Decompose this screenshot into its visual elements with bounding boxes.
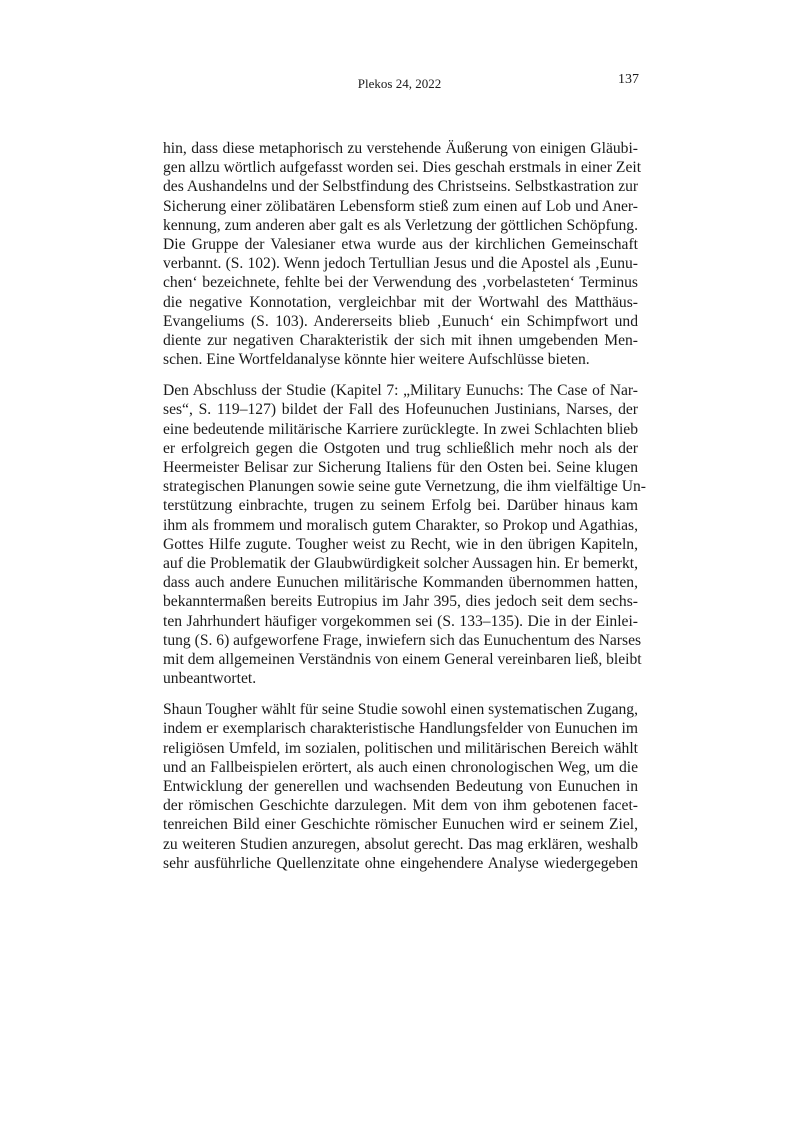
text-line: Evangeliums (S. 103). Andererseits blieb ‚Eunuch‘ ein Schimpfwort und xyxy=(163,312,638,330)
text-line: auf die Problematik der Glaubwürdigkeit solcher Aussagen hin. Er bemerkt, xyxy=(163,554,638,572)
paragraph xyxy=(163,381,646,688)
text-line: chen‘ bezeichnete, fehlte bei der Verwendung des ‚vorbelasteten‘ Terminus xyxy=(163,274,638,292)
text-line: der römischen Geschichte darzulegen. Mit dem von ihm gebotenen facet- xyxy=(163,797,638,815)
text-line: terstützung einbrachte, trugen zu seinem Erfolg bei. Darüber hinaus kam xyxy=(163,497,638,515)
text-line: dass auch andere Eunuchen militärische Kommanden übernommen hatten, xyxy=(163,574,638,592)
text-line: hin, dass diese metaphorisch zu verstehende Äußerung von einigen Gläubi- xyxy=(163,140,638,157)
page-number: 137 xyxy=(618,72,639,87)
text-line: diente zur negativen Charakteristik der sich mit ihnen umgebenden Men- xyxy=(163,331,638,349)
text-line: gen allzu wörtlich aufgefasst worden sei. Dies geschah erstmals in einer Zeit xyxy=(163,159,642,177)
text-line: eine bedeutende militärische Karriere zurücklegte. In zwei Schlachten blieb xyxy=(163,420,638,438)
journal-title: Plekos 24, 2022 xyxy=(357,76,442,91)
text-line: bekanntermaßen bereits Eutropius im Jahr 395, dies jedoch seit dem sechs- xyxy=(163,593,638,611)
text-line: verbannt. (S. 102). Wenn jedoch Tertullian Jesus und die Apostel als ‚Eunu- xyxy=(163,255,638,273)
text-line: ses“, S. 119–127) bildet der Fall des Hofeunuchen Justinians, Narses, der xyxy=(163,401,638,419)
text-line: Gottes Hilfe zugute. Tougher weist zu Recht, wie in den übrigen Kapiteln, xyxy=(163,535,638,553)
text-line: Shaun Tougher wählt für seine Studie sowohl einen systematischen Zugang, xyxy=(163,701,639,719)
text-line: Entwicklung der generellen und wachsenden Bedeutung von Eunuchen in xyxy=(163,778,638,795)
body-text xyxy=(163,139,646,885)
text-line: Den Abschluss der Studie (Kapitel 7: „Military Eunuchs: The Case of Nar- xyxy=(163,382,638,400)
text-line: religiösen Umfeld, im sozialen, politischen und militärischen Bereich wählt xyxy=(163,739,638,757)
text-line: Die Gruppe der Valesianer etwa wurde aus der kirchlichen Gemeinschaft xyxy=(163,235,638,253)
text-line: zu weiteren Studien anzuregen, absolut gerecht. Das mag erklären, weshalb xyxy=(163,835,638,853)
text-line: die negative Konnotation, vergleichbar mit der Wortwahl des Matthäus- xyxy=(163,293,638,311)
text-line: und an Fallbeispielen erörtert, als auch einen chronologischen Weg, um die xyxy=(163,758,638,776)
text-line: schen. Eine Wortfeldanalyse könnte hier weitere Aufschlüsse bieten. xyxy=(163,351,590,369)
text-line: unbeantwortet. xyxy=(163,670,257,688)
paragraph xyxy=(163,700,638,873)
text-line: sehr ausführliche Quellenzitate ohne eingehendere Analyse wiedergegeben xyxy=(163,854,638,872)
text-line: Sicherung einer zölibatären Lebensform stieß zum einen auf Lob und Aner- xyxy=(163,197,638,215)
text-line: ten Jahrhundert häufiger vorgekommen sei (S. 133–135). Die in der Einlei- xyxy=(163,612,638,630)
text-line: strategischen Planungen sowie seine gute Vernetzung, die ihm vielfältige Un- xyxy=(163,478,646,496)
text-line: des Aushandelns und der Selbstfindung des Christseins. Selbstkastration zur xyxy=(163,178,639,196)
text-line: tung (S. 6) aufgeworfene Frage, inwiefern sich das Eunuchentum des Narses xyxy=(163,631,642,649)
text-line: indem er exemplarisch charakteristische Handlungsfelder von Eunuchen im xyxy=(163,720,638,738)
text-line: mit dem allgemeinen Verständnis von einem General vereinbaren ließ, bleibt xyxy=(163,650,642,668)
text-line: ihm als frommem und moralisch gutem Charakter, so Prokop und Agathias, xyxy=(163,516,638,534)
text-line: tenreichen Bild einer Geschichte römischer Eunuchen wird er seinem Ziel, xyxy=(163,816,638,834)
text-line: er erfolgreich gegen die Ostgoten und trug schließlich mehr noch als der xyxy=(163,439,638,457)
text-line: kennung, zum anderen aber galt es als Verletzung der göttlichen Schöpfung. xyxy=(163,216,638,234)
paragraph xyxy=(163,139,642,369)
text-line: Heermeister Belisar zur Sicherung Italiens für den Osten bei. Seine klugen xyxy=(163,459,638,476)
